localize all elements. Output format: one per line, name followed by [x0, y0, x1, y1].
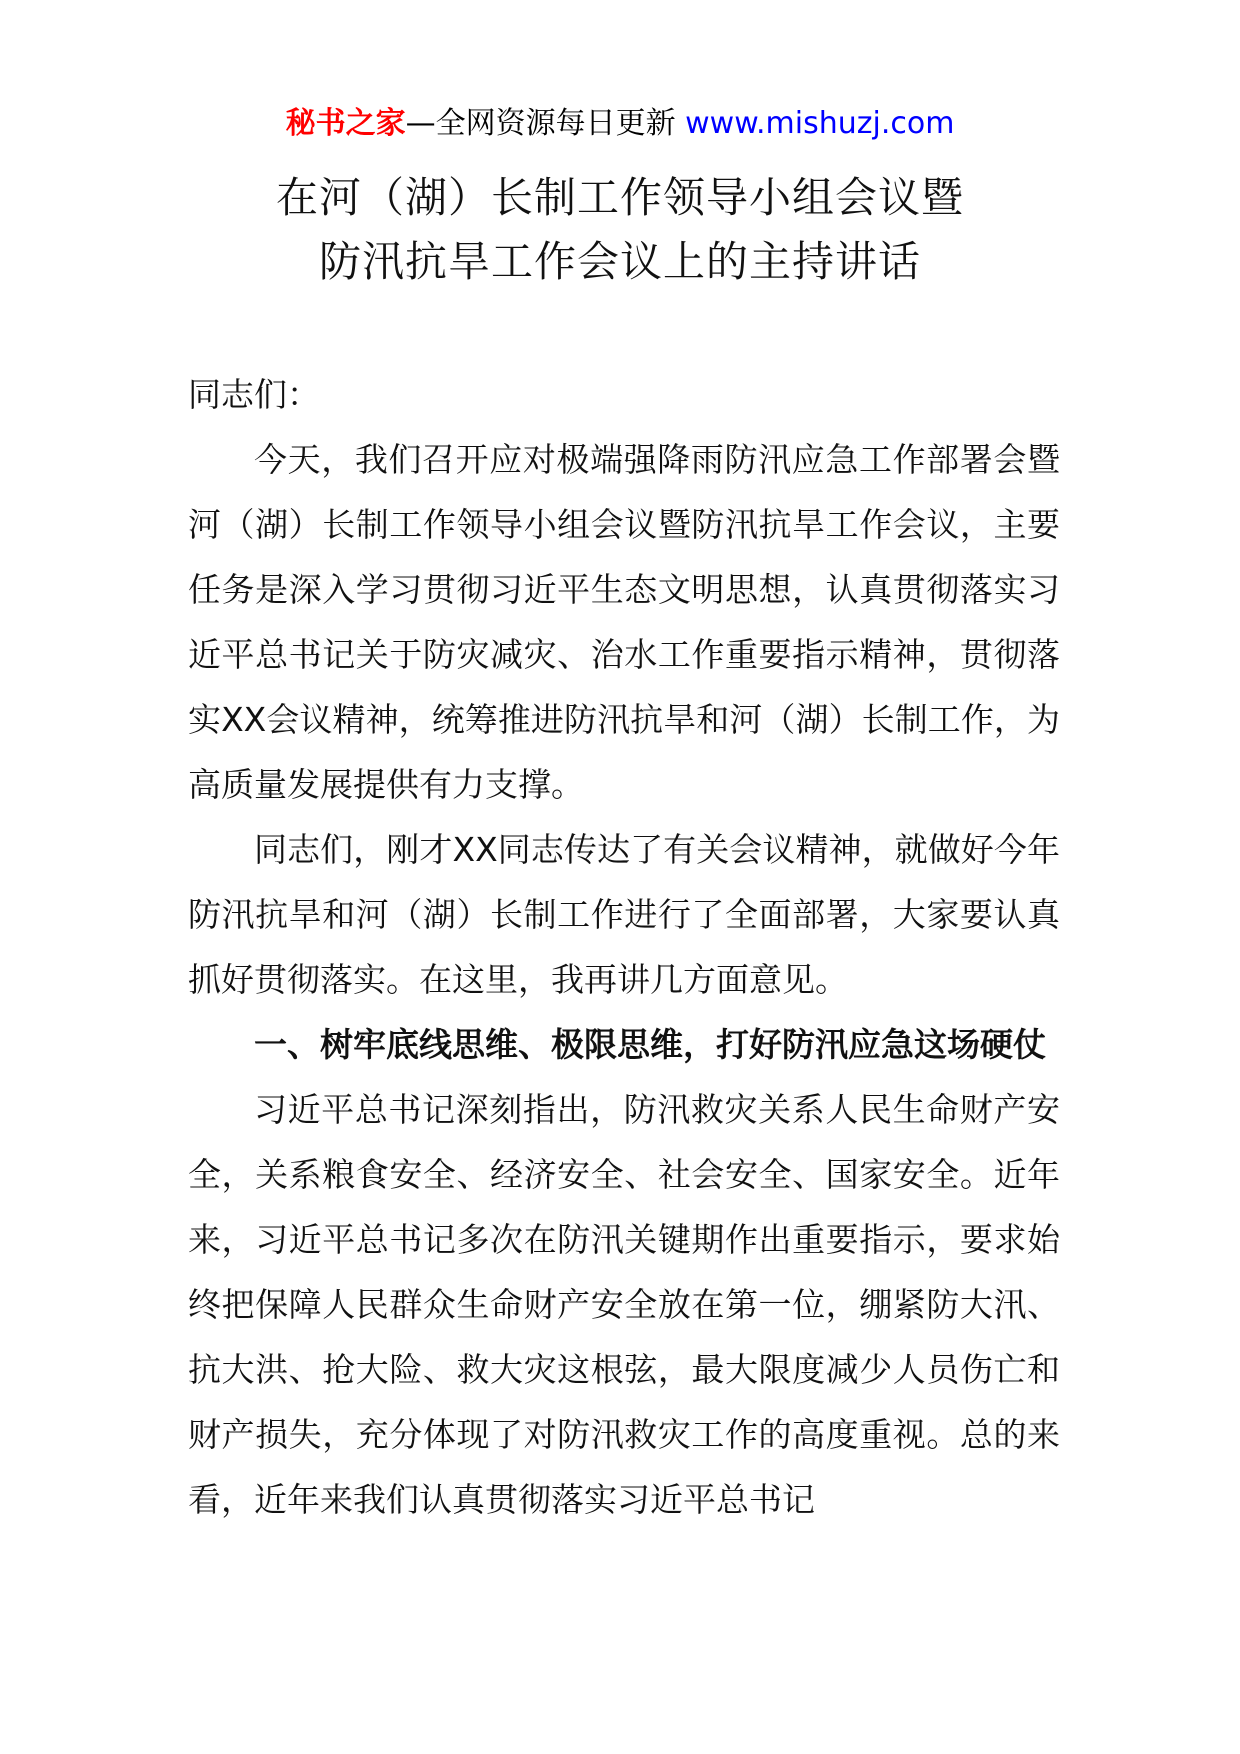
paragraph-1: 今天，我们召开应对极端强降雨防汛应急工作部署会暨河（湖）长制工作领导小组会议暨防汛抗旱工作会议，主要任务是深入学习贯彻习近平生态文明思想，认真贯彻落实习近平总书记关于防灾减灾、治水工作重要指示精神，贯彻落实XX会议精神，统筹推进防汛抗旱和河（湖）长制工作，为高质量发展提供有力支撑。	[188, 440, 1060, 804]
site-header	[0, 104, 1240, 144]
brand-name: 秘书之家	[285, 106, 406, 141]
header-slogan: —全网资源每日更新	[405, 106, 686, 141]
site-url-link[interactable]: www.mishuzj.com	[685, 106, 955, 141]
document-title	[0, 166, 1240, 294]
section-heading-1: 一、树牢底线思维、极限思维，打好防汛应急这场硬仗	[254, 1025, 1046, 1064]
title-line-1: 在河（湖）长制工作领导小组会议暨	[275, 173, 964, 222]
document-body	[188, 362, 1060, 1532]
paragraph-2: 同志们，刚才XX同志传达了有关会议精神，就做好今年防汛抗旱和河（湖）长制工作进行了全面部署，大家要认真抓好贯彻落实。在这里，我再讲几方面意见。	[188, 830, 1060, 999]
title-line-2: 防汛抗旱工作会议上的主持讲话	[318, 237, 921, 286]
salutation: 同志们：	[188, 375, 320, 414]
paragraph-3: 习近平总书记深刻指出，防汛救灾关系人民生命财产安全，关系粮食安全、经济安全、社会安全、国家安全。近年来，习近平总书记多次在防汛关键期作出重要指示，要求始终把保障人民群众生命财产安全放在第一位，绷紧防大汛、抗大洪、抢大险、救大灾这根弦，最大限度减少人员伤亡和财产损失，充分体现了对防汛救灾工作的高度重视。总的来看，近年来我们认真贯彻落实习近平总书记	[188, 1090, 1060, 1519]
